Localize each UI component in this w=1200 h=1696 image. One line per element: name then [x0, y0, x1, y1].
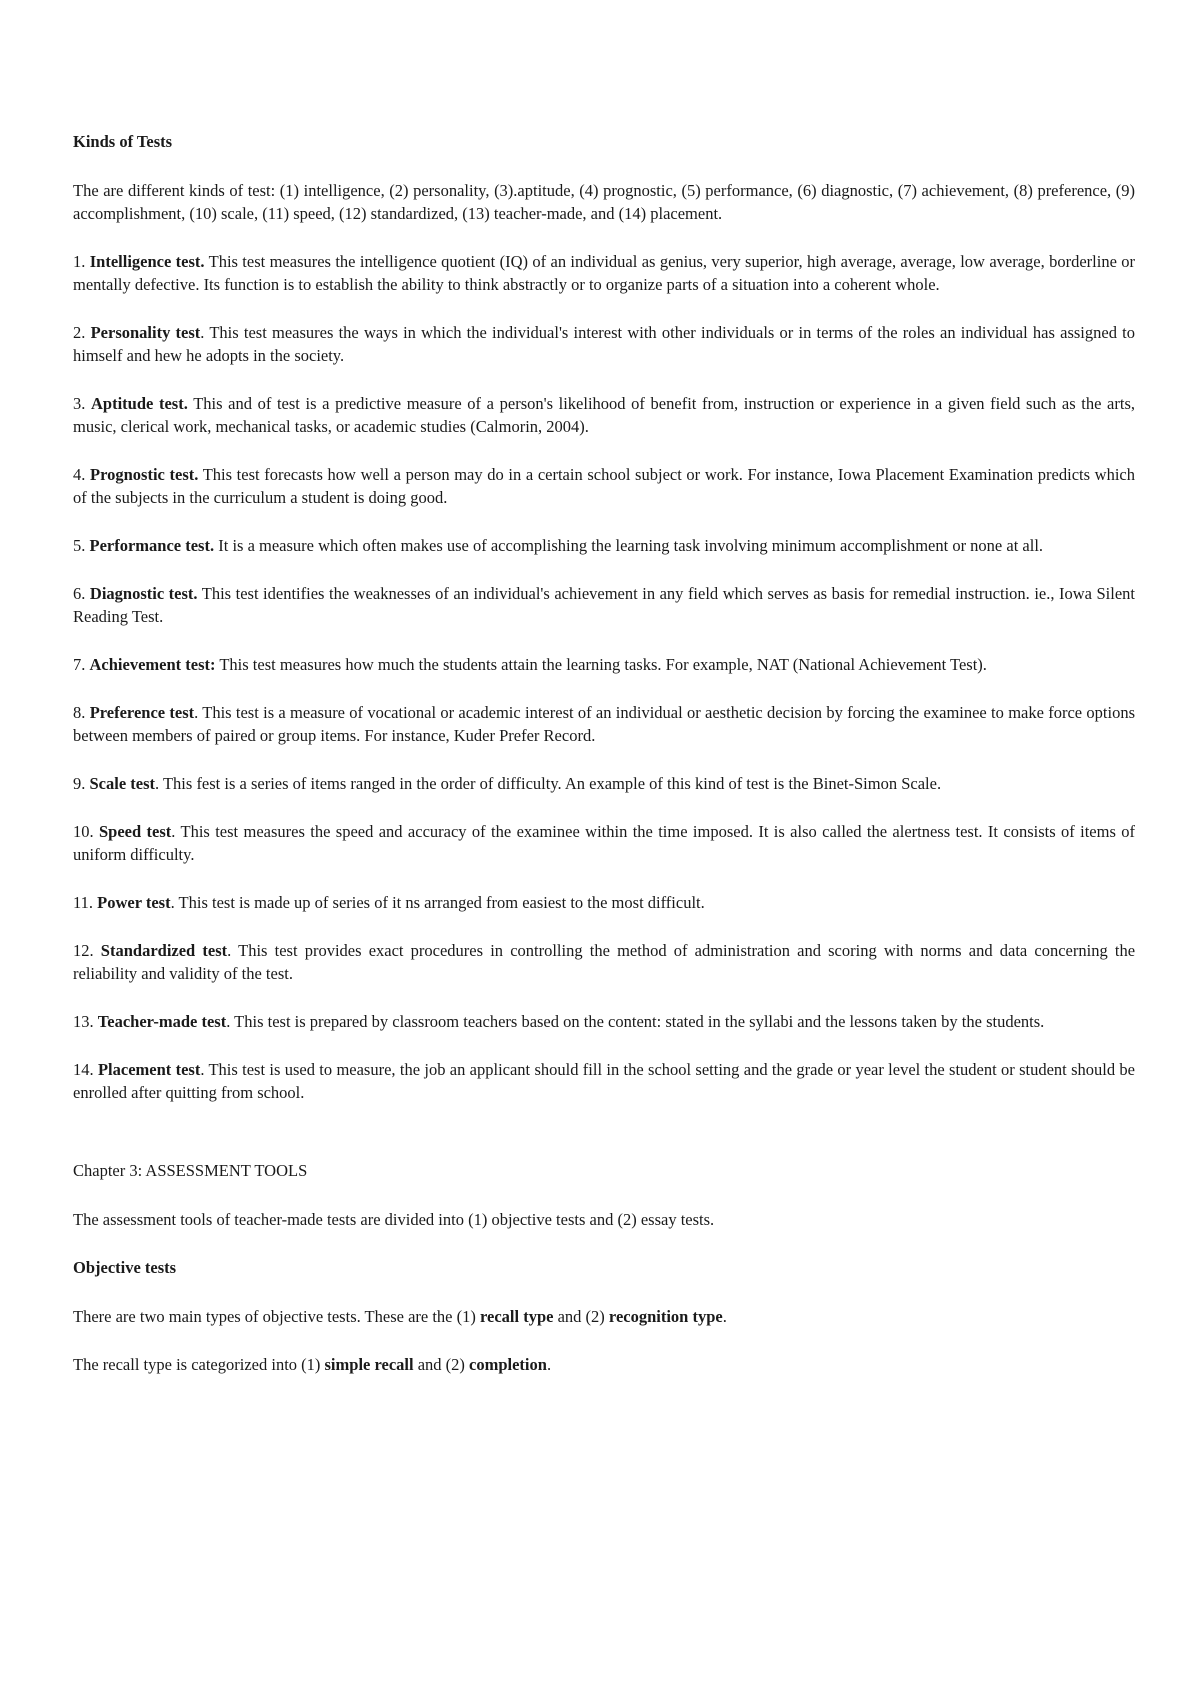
list-item: 3. Aptitude test. This and of test is a predictive measure of a person's likelihood of benefit from, instruction or experience in a given field such as the arts, music, clerical work, mechanical tasks, or academic studies (Calmorin, 2004).	[73, 394, 1136, 436]
list-item-term: Power test	[97, 893, 171, 912]
objective-tests-heading: Objective tests	[73, 1258, 177, 1277]
list-item-term: Scale test	[89, 774, 156, 793]
recall-type-paragraph: The recall type is categorized into (1) simple recall and (2) completion.	[73, 1355, 552, 1374]
list-item: 8. Preference test. This test is a measure of vocational or academic interest of an individual or aesthetic decision by forcing the examinee to make force options between members of paired or group items. For instance, Kuder Prefer Record.	[73, 703, 1135, 745]
list-item-term: Preference test	[89, 703, 195, 722]
list-item: 13. Teacher-made test. This test is prepared by classroom teachers based on the content: stated in the syllabi and the lessons taken by the students.	[73, 1012, 1045, 1031]
list-item: 7. Achievement test: This test measures how much the students attain the learning tasks. For example, NAT (National Achievement Test).	[73, 655, 987, 674]
list-item-term: Speed test	[99, 822, 172, 841]
list-item-term: Intelligence test.	[89, 252, 205, 271]
list-item-term: Aptitude test.	[91, 394, 188, 413]
intro-paragraph: The are different kinds of test: (1) intelligence, (2) personality, (3).aptitude, (4) prognostic, (5) performance, (6) diagnostic, (7) achievement, (8) preference, (9) accomplishment, (10) scale, (11) speed, (12) standardized, (13) teacher-made, and (14) placement.	[73, 181, 1135, 223]
list-item: 1. Intelligence test. This test measures the intelligence quotient (IQ) of an individual as genius, very superior, high average, average, low average, borderline or mentally defective. Its function is to establish the ability to think abstractly or to organize parts of a situation into a coherent whole.	[73, 252, 1136, 294]
list-item: 9. Scale test. This fest is a series of items ranged in the order of difficulty. An example of this kind of test is the Binet-Simon Scale.	[73, 774, 942, 793]
chapter-intro-paragraph: The assessment tools of teacher-made tests are divided into (1) objective tests and (2) essay tests.	[73, 1210, 715, 1229]
test-kinds-list	[73, 250, 1135, 1104]
chapter-title: Chapter 3: ASSESSMENT TOOLS	[73, 1161, 308, 1180]
list-item: 12. Standardized test. This test provides exact procedures in controlling the method of administration and scoring with norms and data concerning the reliability and validity of the test.	[73, 941, 1136, 983]
section-heading: Kinds of Tests	[73, 132, 173, 151]
objective-types-paragraph: There are two main types of objective tests. These are the (1) recall type and (2) recognition type.	[73, 1307, 727, 1326]
list-item: 5. Performance test. It is a measure which often makes use of accomplishing the learning task involving minimum accomplishment or none at all.	[73, 536, 1044, 555]
list-item-term: Diagnostic test.	[89, 584, 198, 603]
list-item-term: Placement test	[97, 1060, 201, 1079]
list-item-term: Performance test.	[89, 536, 215, 555]
list-item-term: Personality test	[90, 323, 201, 342]
list-item: 6. Diagnostic test. This test identifies the weaknesses of an individual's achievement in any field which serves as basis for remedial instruction. ie., Iowa Silent Reading Test.	[73, 584, 1136, 626]
list-item: 14. Placement test. This test is used to measure, the job an applicant should fill in the school setting and the grade or year level the student or student should be enrolled after quitting from school.	[73, 1060, 1135, 1102]
list-item-term: Prognostic test.	[90, 465, 199, 484]
list-item: 4. Prognostic test. This test forecasts how well a person may do in a certain school subject or work. For instance, Iowa Placement Examination predicts which of the subjects in the curriculum a student is doing good.	[73, 465, 1135, 507]
list-item: 11. Power test. This test is made up of series of it ns arranged from easiest to the most difficult.	[73, 893, 705, 912]
list-item-term: Achievement test:	[89, 655, 216, 674]
list-item-term: Teacher-made test	[97, 1012, 227, 1031]
list-item: 10. Speed test. This test measures the speed and accuracy of the examinee within the time imposed. It is also called the alertness test. It consists of items of uniform difficulty.	[73, 822, 1135, 864]
document-page	[73, 130, 1135, 1401]
list-item: 2. Personality test. This test measures the ways in which the individual's interest with other individuals or in terms of the roles an individual has assigned to himself and hew he adopts in the society.	[73, 323, 1135, 365]
list-item-term: Standardized test	[100, 941, 228, 960]
